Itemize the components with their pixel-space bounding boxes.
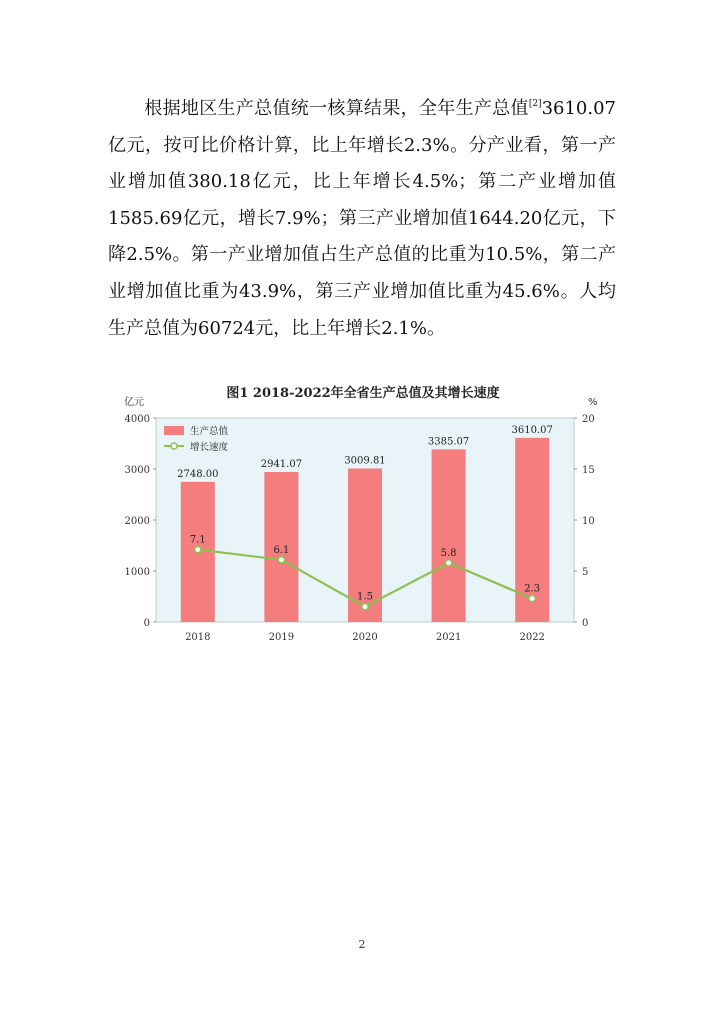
growth-rate-point [529, 595, 535, 601]
growth-rate-label: 6.1 [273, 544, 290, 556]
gdp-bar-label: 3610.07 [511, 424, 553, 436]
legend-line-label: 增长速度 [190, 442, 229, 453]
footnote-marker[interactable]: [2] [528, 99, 542, 109]
growth-rate-label: 7.1 [189, 534, 206, 546]
paragraph-text-1: 根据地区生产总值统一核算结果，全年生产总值 [144, 98, 529, 119]
chart-title: 图1 2018-2022年全省生产总值及其增长速度 [226, 386, 500, 401]
x-tick-label: 2021 [435, 632, 462, 643]
chart-canvas [118, 378, 608, 648]
growth-rate-point [278, 557, 284, 563]
x-tick-label: 2022 [519, 632, 545, 643]
left-tick-label: 1000 [124, 567, 150, 578]
right-tick-label: 5 [582, 567, 589, 578]
paragraph-text-2: 3610.07亿元，按可比价格计算，比上年增长2.3%。分产业看，第一产业增加值380.18亿元，比上年增长4.5%；第二产业增加值1585.69亿元，增长7.9%；第三产业增加值1644.20亿元，下降2.5%。第一产业增加值占生产总值的比重为10.5%，第二产业增加值比重为43.9%，第三产业增加值比重为45.6%。人均生产总值为60724元，比上年增长2.1%。 [108, 98, 616, 339]
growth-rate-point [362, 604, 368, 610]
legend-line-marker [171, 443, 177, 449]
x-tick-label: 2019 [268, 632, 295, 643]
gdp-bar-label: 3009.81 [344, 455, 386, 467]
left-tick-label: 4000 [124, 414, 150, 425]
page-number: 2 [358, 938, 366, 951]
growth-rate-label: 1.5 [357, 591, 373, 603]
body-paragraph [108, 91, 616, 347]
gdp-bar [432, 449, 466, 622]
legend-bar-label: 生产总值 [190, 426, 229, 437]
left-tick-label: 0 [143, 618, 150, 629]
growth-rate-label: 2.3 [524, 583, 541, 595]
legend-bar-swatch [164, 426, 184, 435]
x-tick-label: 2020 [352, 632, 378, 643]
gdp-bar-label: 2748.00 [177, 468, 219, 480]
right-axis-unit: % [588, 397, 598, 408]
gdp-chart [118, 378, 608, 648]
gdp-bar-label: 3385.07 [427, 436, 470, 448]
left-axis-unit: 亿元 [124, 397, 144, 408]
right-tick-label: 10 [582, 516, 595, 527]
left-tick-label: 2000 [124, 516, 150, 527]
right-tick-label: 20 [582, 414, 595, 425]
right-tick-label: 0 [582, 618, 589, 629]
growth-rate-point [445, 560, 451, 566]
growth-rate-label: 5.8 [440, 547, 457, 559]
left-tick-label: 3000 [124, 465, 150, 476]
growth-rate-point [195, 546, 201, 552]
gdp-bar-label: 2941.07 [260, 459, 303, 471]
right-tick-label: 15 [582, 465, 595, 476]
x-tick-label: 2018 [185, 632, 211, 643]
